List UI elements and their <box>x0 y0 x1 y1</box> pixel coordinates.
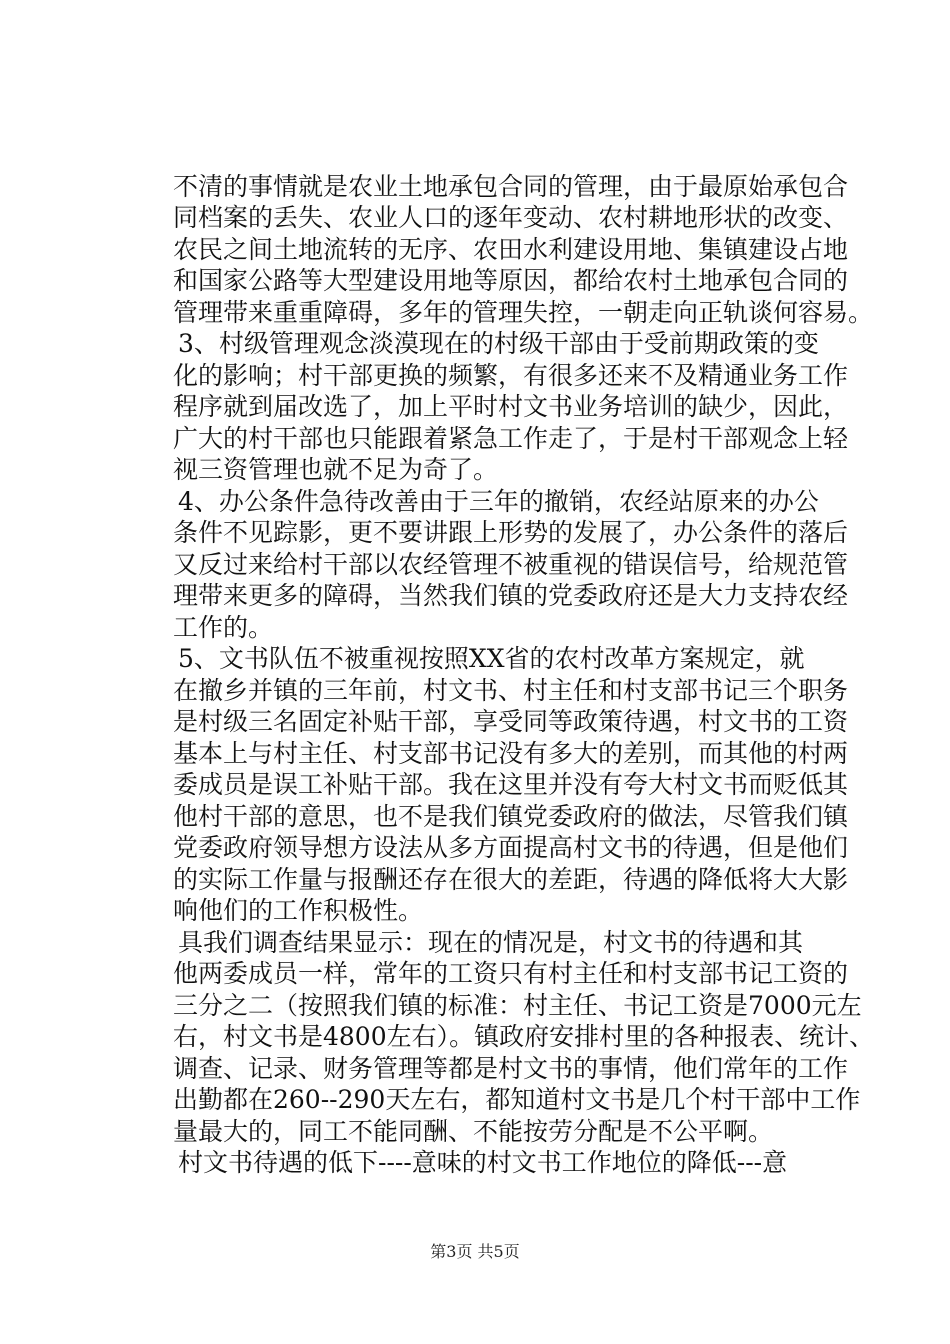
text-line: 化的影响；村干部更换的频繁，有很多还来不及精通业务工作 <box>173 361 849 390</box>
text-line: 程序就到届改选了，加上平时村文书业务培训的缺少，因此， <box>173 392 849 421</box>
text-line: 条件不见踪影，更不要讲跟上形势的发展了，办公条件的落后 <box>173 518 849 547</box>
text-line: 他村干部的意思，也不是我们镇党委政府的做法，尽管我们镇 <box>173 802 849 831</box>
page-number: 第3页 共5页 <box>430 1242 520 1261</box>
text-line: 右，村文书是4800左右）。镇政府安排村里的各种报表、统计、 <box>173 1022 875 1051</box>
text-line: 和国家公路等大型建设用地等原因，都给农村土地承包合同的 <box>173 266 849 295</box>
text-line: 在撤乡并镇的三年前，村文书、村主任和村支部书记三个职务 <box>173 676 849 705</box>
text-line: 量最大的，同工不能同酬、不能按劳分配是不公平啊。 <box>173 1117 774 1146</box>
text-line: 三分之二（按照我们镇的标准：村主任、书记工资是7000元左 <box>173 991 862 1020</box>
text-line: 工作的。 <box>173 613 274 642</box>
text-line: 理带来更多的障碍，当然我们镇的党委政府还是大力支持农经 <box>173 581 849 610</box>
text-line: 响他们的工作积极性。 <box>173 896 424 925</box>
text-line: 同档案的丢失、农业人口的逐年变动、农村耕地形状的改变、 <box>173 203 849 232</box>
text-line: 调查、记录、财务管理等都是村文书的事情，他们常年的工作 <box>173 1054 849 1083</box>
text-line: 管理带来重重障碍，多年的管理失控，一朝走向正轨谈何容易。 <box>173 298 874 327</box>
text-line: 是村级三名固定补贴干部，享受同等政策待遇，村文书的工资 <box>173 707 849 736</box>
paragraph-start-line: 村文书待遇的低下----意味的村文书工作地位的降低---意 <box>178 1148 788 1177</box>
text-line: 的实际工作量与报酬还存在很大的差距，待遇的降低将大大影 <box>173 865 849 894</box>
text-line: 广大的村干部也只能跟着紧急工作走了，于是村干部观念上轻 <box>173 424 849 453</box>
text-line: 农民之间土地流转的无序、农田水利建设用地、集镇建设占地 <box>173 235 849 264</box>
paragraph-start-line: 具我们调查结果显示：现在的情况是，村文书的待遇和其 <box>178 928 804 957</box>
paragraph-start-line: 4、办公条件急待改善由于三年的撤销，农经站原来的办公 <box>178 487 819 516</box>
text-line: 他两委成员一样，常年的工资只有村主任和村支部书记工资的 <box>173 959 849 988</box>
paragraph-start-line: 3、村级管理观念淡漠现在的村级干部由于受前期政策的变 <box>178 329 819 358</box>
text-line: 视三资管理也就不足为奇了。 <box>173 455 499 484</box>
text-line: 党委政府领导想方设法从多方面提高村文书的待遇，但是他们 <box>173 833 849 862</box>
paragraph-start-line: 5、文书队伍不被重视按照XX省的农村改革方案规定，就 <box>178 644 805 673</box>
text-line: 委成员是误工补贴干部。我在这里并没有夸大村文书而贬低其 <box>173 770 849 799</box>
text-line: 基本上与村主任、村支部书记没有多大的差别，而其他的村两 <box>173 739 849 768</box>
text-line: 不清的事情就是农业土地承包合同的管理，由于最原始承包合 <box>173 172 849 201</box>
text-line: 出勤都在260--290天左右，都知道村文书是几个村干部中工作 <box>173 1085 861 1114</box>
text-line: 又反过来给村干部以农经管理不被重视的错误信号，给规范管 <box>173 550 849 579</box>
